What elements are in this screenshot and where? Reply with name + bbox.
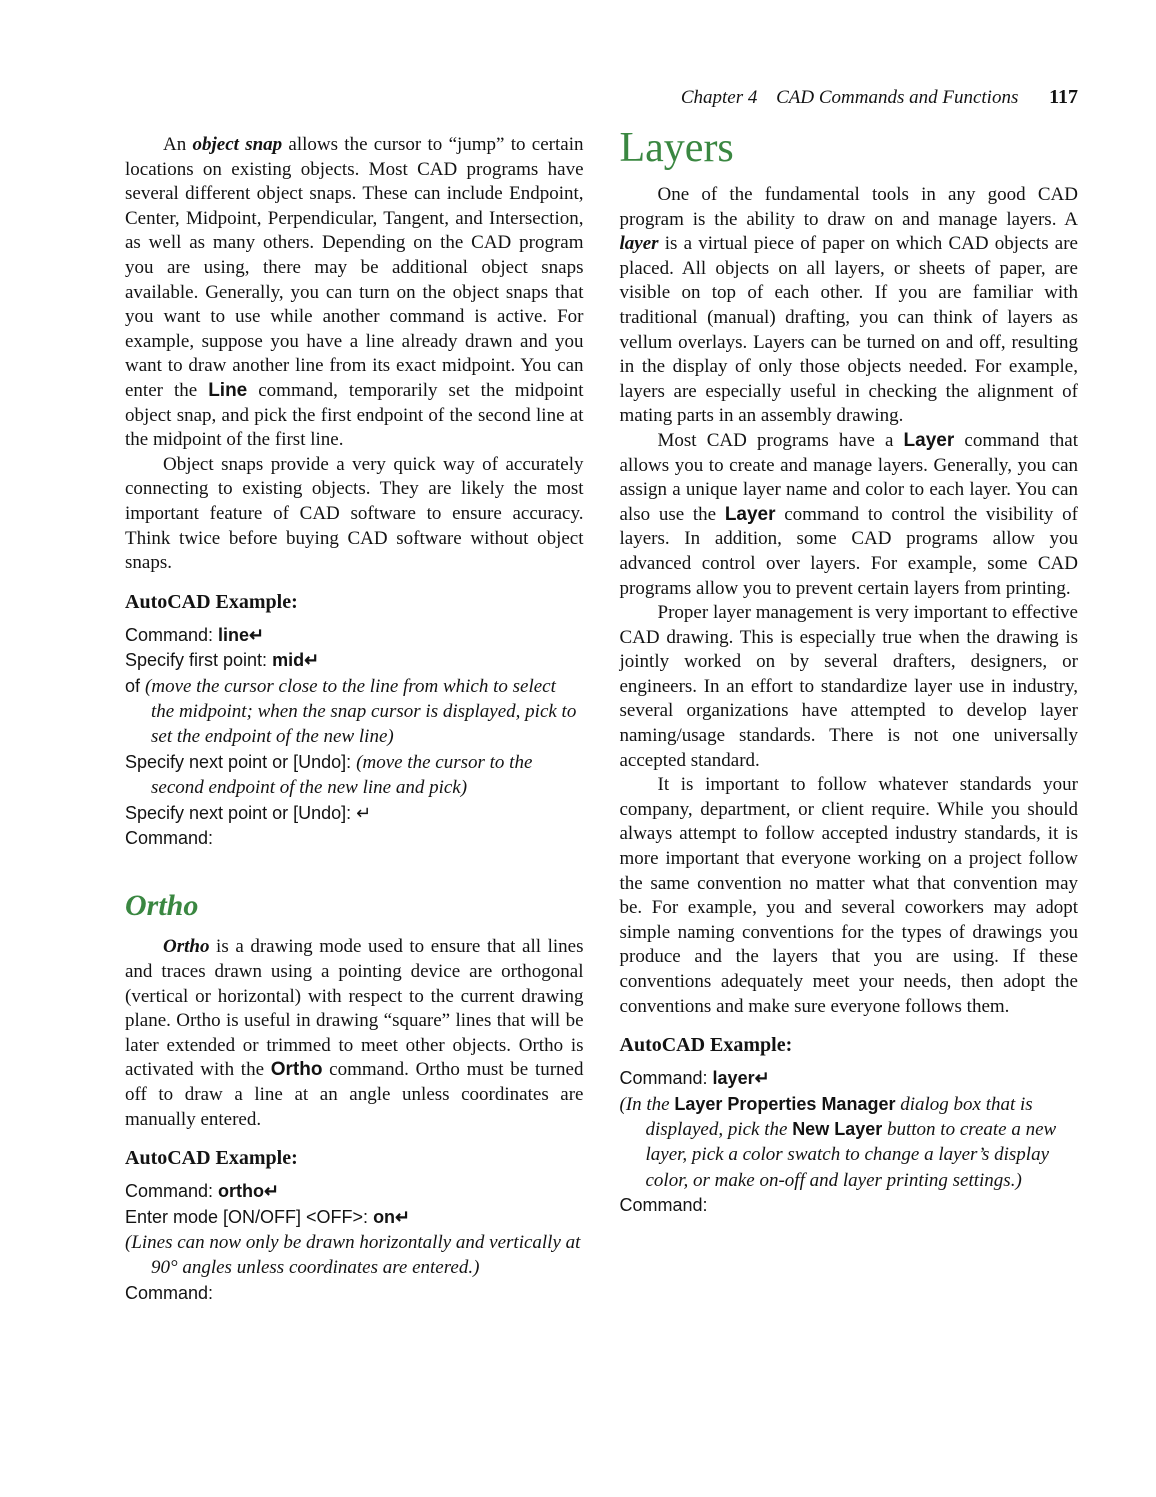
command-line: Command: <box>125 1282 214 1303</box>
command-line: (Lines can now only be drawn horizontally and vertically at 90° angles unless coordinates are entered.) <box>125 1231 581 1279</box>
command-line: Command: layer↵ <box>619 1068 770 1089</box>
page-header <box>125 86 1078 109</box>
section-heading-layers: Layers <box>619 125 734 171</box>
command-line: Command: ortho↵ <box>125 1181 280 1202</box>
command-line: of (move the cursor close to the line from which to select the midpoint; when the snap cursor is displayed, pick to set the endpoint of the new line) <box>125 675 577 748</box>
left-column <box>125 133 584 1306</box>
command-line: Specify first point: mid↵ <box>125 650 320 671</box>
command-line: Specify next point or [Undo]: ↵ <box>125 802 372 823</box>
command-block-ortho-example <box>125 1179 584 1306</box>
paragraph-object-snap-intro: An object snap allows the cursor to “jump” to certain locations on existing objects. Most CAD programs have several different object snaps. These can include Endpoint, Center, Midpoint, Perpendicular, Tangent, and Intersection, as well as many others. Depending on the CAD program you are using, there may be additional object snaps available. Generally, you can turn on the object snaps that you want to use while another command is active. For example, suppose you have a line already drawn and you want to draw another line from its exact midpoint. You can enter the Line command, temporarily set the midpoint object snap, and pick the first endpoint of the second line at the midpoint of the first line. <box>125 134 584 451</box>
autocad-example-heading-ortho: AutoCAD Example: <box>125 1147 298 1170</box>
paragraph-layers-intro: One of the fundamental tools in any good CAD program is the ability to draw on and manage layers. A layer is a virtual piece of paper on which CAD objects are placed. All objects on all layers, or sheets of paper, are visible on top of each other. If you are familiar with traditional (manual) drafting, you can think of layers as vellum overlays. Layers can be turned on and off, resulting in the display of only those objects needed. For example, layers are especially useful in checking the alignment of mating parts in an assembly drawing. <box>619 184 1078 427</box>
command-line: Command: <box>619 1195 708 1216</box>
command-line: (In the Layer Properties Manager dialog box that is displayed, pick the New Layer button to create a new layer, pick a color swatch to change a layer’s display color, or make on-off and layer printing settings.) <box>619 1093 1057 1191</box>
command-block-line-example <box>125 623 584 852</box>
command-line: Command: line↵ <box>125 624 265 645</box>
command-line: Specify next point or [Undo]: (move the cursor to the second endpoint of the new line and pick) <box>125 751 533 799</box>
page-number: 117 <box>1049 86 1078 108</box>
chapter-label: Chapter 4 <box>680 87 758 108</box>
paragraph-layer-standards: It is important to follow whatever standards your company, department, or client require. While you should always attempt to follow accepted industry standards, it is more important that everyone working on a project follow the same convention no matter what that convention may be. For example, you and several coworkers may adopt simple naming conventions for the types of drawings you produce and the layers that you are using. If these conventions adequately meet your needs, then adopt the conventions and make sure everyone follows them. <box>619 774 1078 1017</box>
command-block-layer-example <box>620 1066 1079 1218</box>
paragraph-layer-command: Most CAD programs have a Layer command that allows you to create and manage layers. Generally, you can assign a unique layer name and color to each layer. You can also use the Layer command to control the visibility of layers. In addition, some CAD programs allow you advanced control over layers. For example, some CAD programs allow you to prevent certain layers from printing. <box>619 429 1078 599</box>
paragraph-ortho: Ortho is a drawing mode used to ensure that all lines and traces drawn using a pointing device are orthogonal (vertical or horizontal) with respect to the current drawing plane. Ortho is useful in drawing “square” lines that will be later extended or trimmed to meet other objects. Ortho is activated with the Ortho command. Ortho must be turned off to draw a line at an angle unless coordinates are manually entered. <box>125 936 584 1130</box>
paragraph-layer-management: Proper layer management is very important to effective CAD drawing. This is especially true when the drawing is jointly worked on by several drafters, designers, or engineers. In an effort to standardize layer use in industry, several organizations have attempted to develop layer naming/usage standards. There is not one universally accepted standard. <box>619 602 1078 771</box>
command-line: Enter mode [ON/OFF] <OFF>: on↵ <box>125 1206 411 1227</box>
command-line: Command: <box>125 827 214 848</box>
paragraph-object-snap-benefits: Object snaps provide a very quick way of accurately connecting to existing objects. They are likely the most important feature of CAD software to ensure accuracy. Think twice before buying CAD software without object snaps. <box>125 453 584 574</box>
right-column <box>619 125 1079 1306</box>
autocad-example-heading-layer: AutoCAD Example: <box>619 1034 793 1057</box>
autocad-example-heading-line: AutoCAD Example: <box>125 590 298 613</box>
chapter-title: CAD Commands and Functions <box>776 87 1019 108</box>
content-columns <box>125 125 1078 1306</box>
section-heading-ortho: Ortho <box>125 889 199 923</box>
